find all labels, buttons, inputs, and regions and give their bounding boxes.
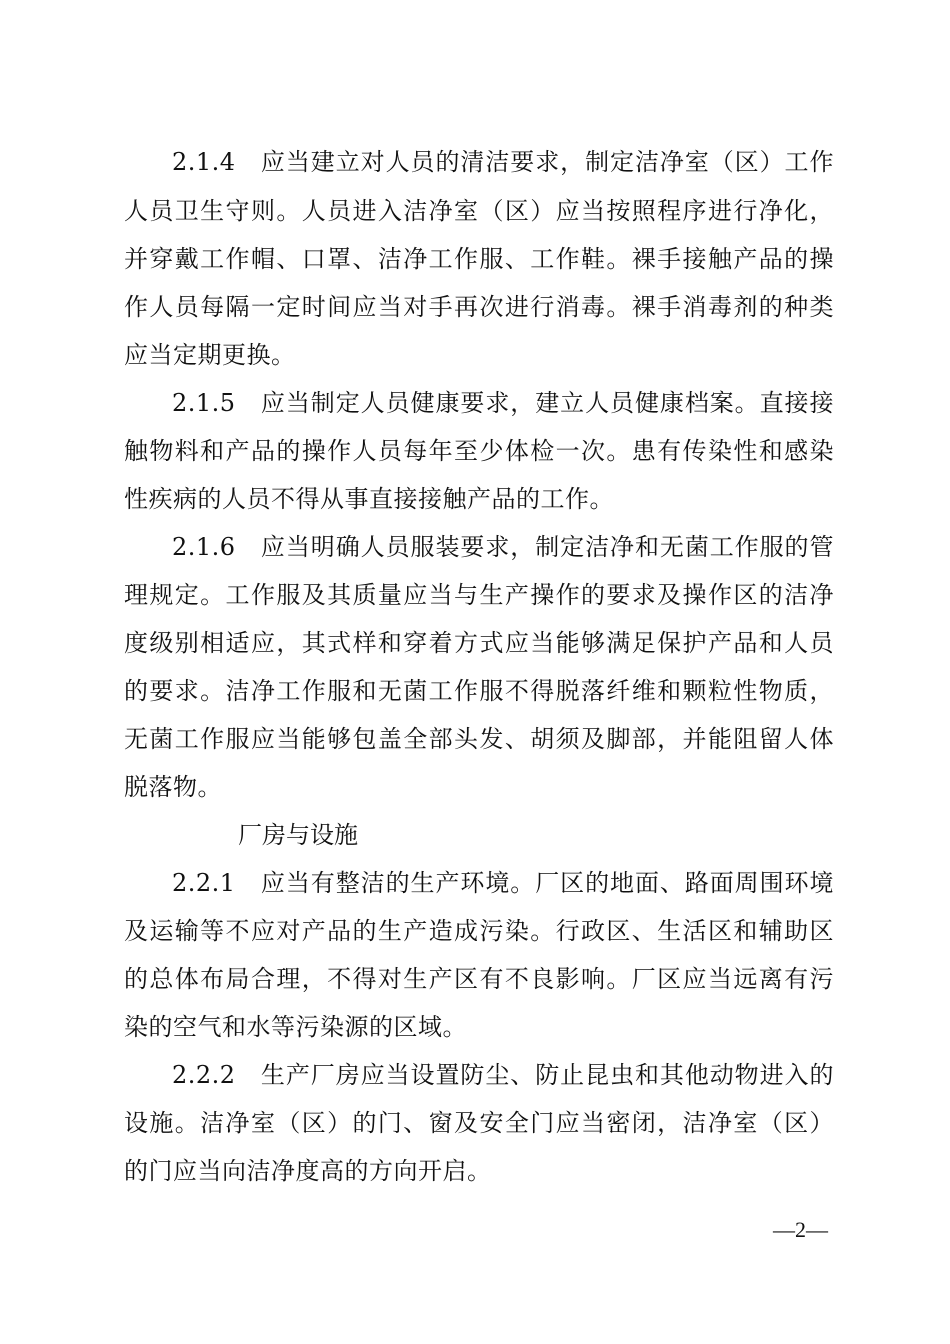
paragraph-2-1-6-line-6: 脱落物。 <box>124 773 222 801</box>
paragraph-2-1-4-line-1: 2.1.4 应当建立对人员的清洁要求，制定洁净室（区）工作 <box>172 148 834 176</box>
paragraph-2-1-4-line-4: 作人员每隔一定时间应当对手再次进行消毒。裸手消毒剂的种类 <box>124 293 834 321</box>
paragraph-2-2-1-line-2: 及运输等不应对产品的生产造成污染。行政区、生活区和辅助区 <box>124 917 834 945</box>
paragraph-2-1-6-line-4: 的要求。洁净工作服和无菌工作服不得脱落纤维和颗粒性物质， <box>124 677 834 705</box>
paragraph-2-2-1-line-4: 染的空气和水等污染源的区域。 <box>124 1013 467 1041</box>
paragraph-2-1-5-line-2: 触物料和产品的操作人员每年至少体检一次。患有传染性和感染 <box>124 437 834 465</box>
paragraph-2-1-4-line-2: 人员卫生守则。人员进入洁净室（区）应当按照程序进行净化， <box>124 197 834 225</box>
paragraph-2-1-5-line-3: 性疾病的人员不得从事直接接触产品的工作。 <box>124 485 614 513</box>
paragraph-2-1-4-line-5: 应当定期更换。 <box>124 341 296 369</box>
section-heading: 厂房与设施 <box>238 821 358 849</box>
paragraph-2-1-6-line-2: 理规定。工作服及其质量应当与生产操作的要求及操作区的洁净 <box>124 581 834 609</box>
paragraph-2-2-1-line-1: 2.2.1 应当有整洁的生产环境。厂区的地面、路面周围环境 <box>172 869 834 897</box>
paragraph-2-1-5-line-1: 2.1.5 应当制定人员健康要求，建立人员健康档案。直接接 <box>172 389 834 417</box>
paragraph-2-1-6-line-5: 无菌工作服应当能够包盖全部头发、胡须及脚部，并能阻留人体 <box>124 725 834 753</box>
paragraph-2-1-6-line-3: 度级别相适应，其式样和穿着方式应当能够满足保护产品和人员 <box>124 629 834 657</box>
page-number: —2— <box>773 1217 828 1242</box>
paragraph-2-2-2-line-2: 设施。洁净室（区）的门、窗及安全门应当密闭，洁净室（区） <box>124 1109 834 1137</box>
paragraph-2-2-2-line-3: 的门应当向洁净度高的方向开启。 <box>124 1157 492 1185</box>
paragraph-2-1-4-line-3: 并穿戴工作帽、口罩、洁净工作服、工作鞋。裸手接触产品的操 <box>124 245 834 273</box>
paragraph-2-2-1-line-3: 的总体布局合理，不得对生产区有不良影响。厂区应当远离有污 <box>124 965 834 993</box>
paragraph-2-1-6-line-1: 2.1.6 应当明确人员服装要求，制定洁净和无菌工作服的管 <box>172 533 834 561</box>
paragraph-2-2-2-line-1: 2.2.2 生产厂房应当设置防尘、防止昆虫和其他动物进入的 <box>172 1061 834 1089</box>
